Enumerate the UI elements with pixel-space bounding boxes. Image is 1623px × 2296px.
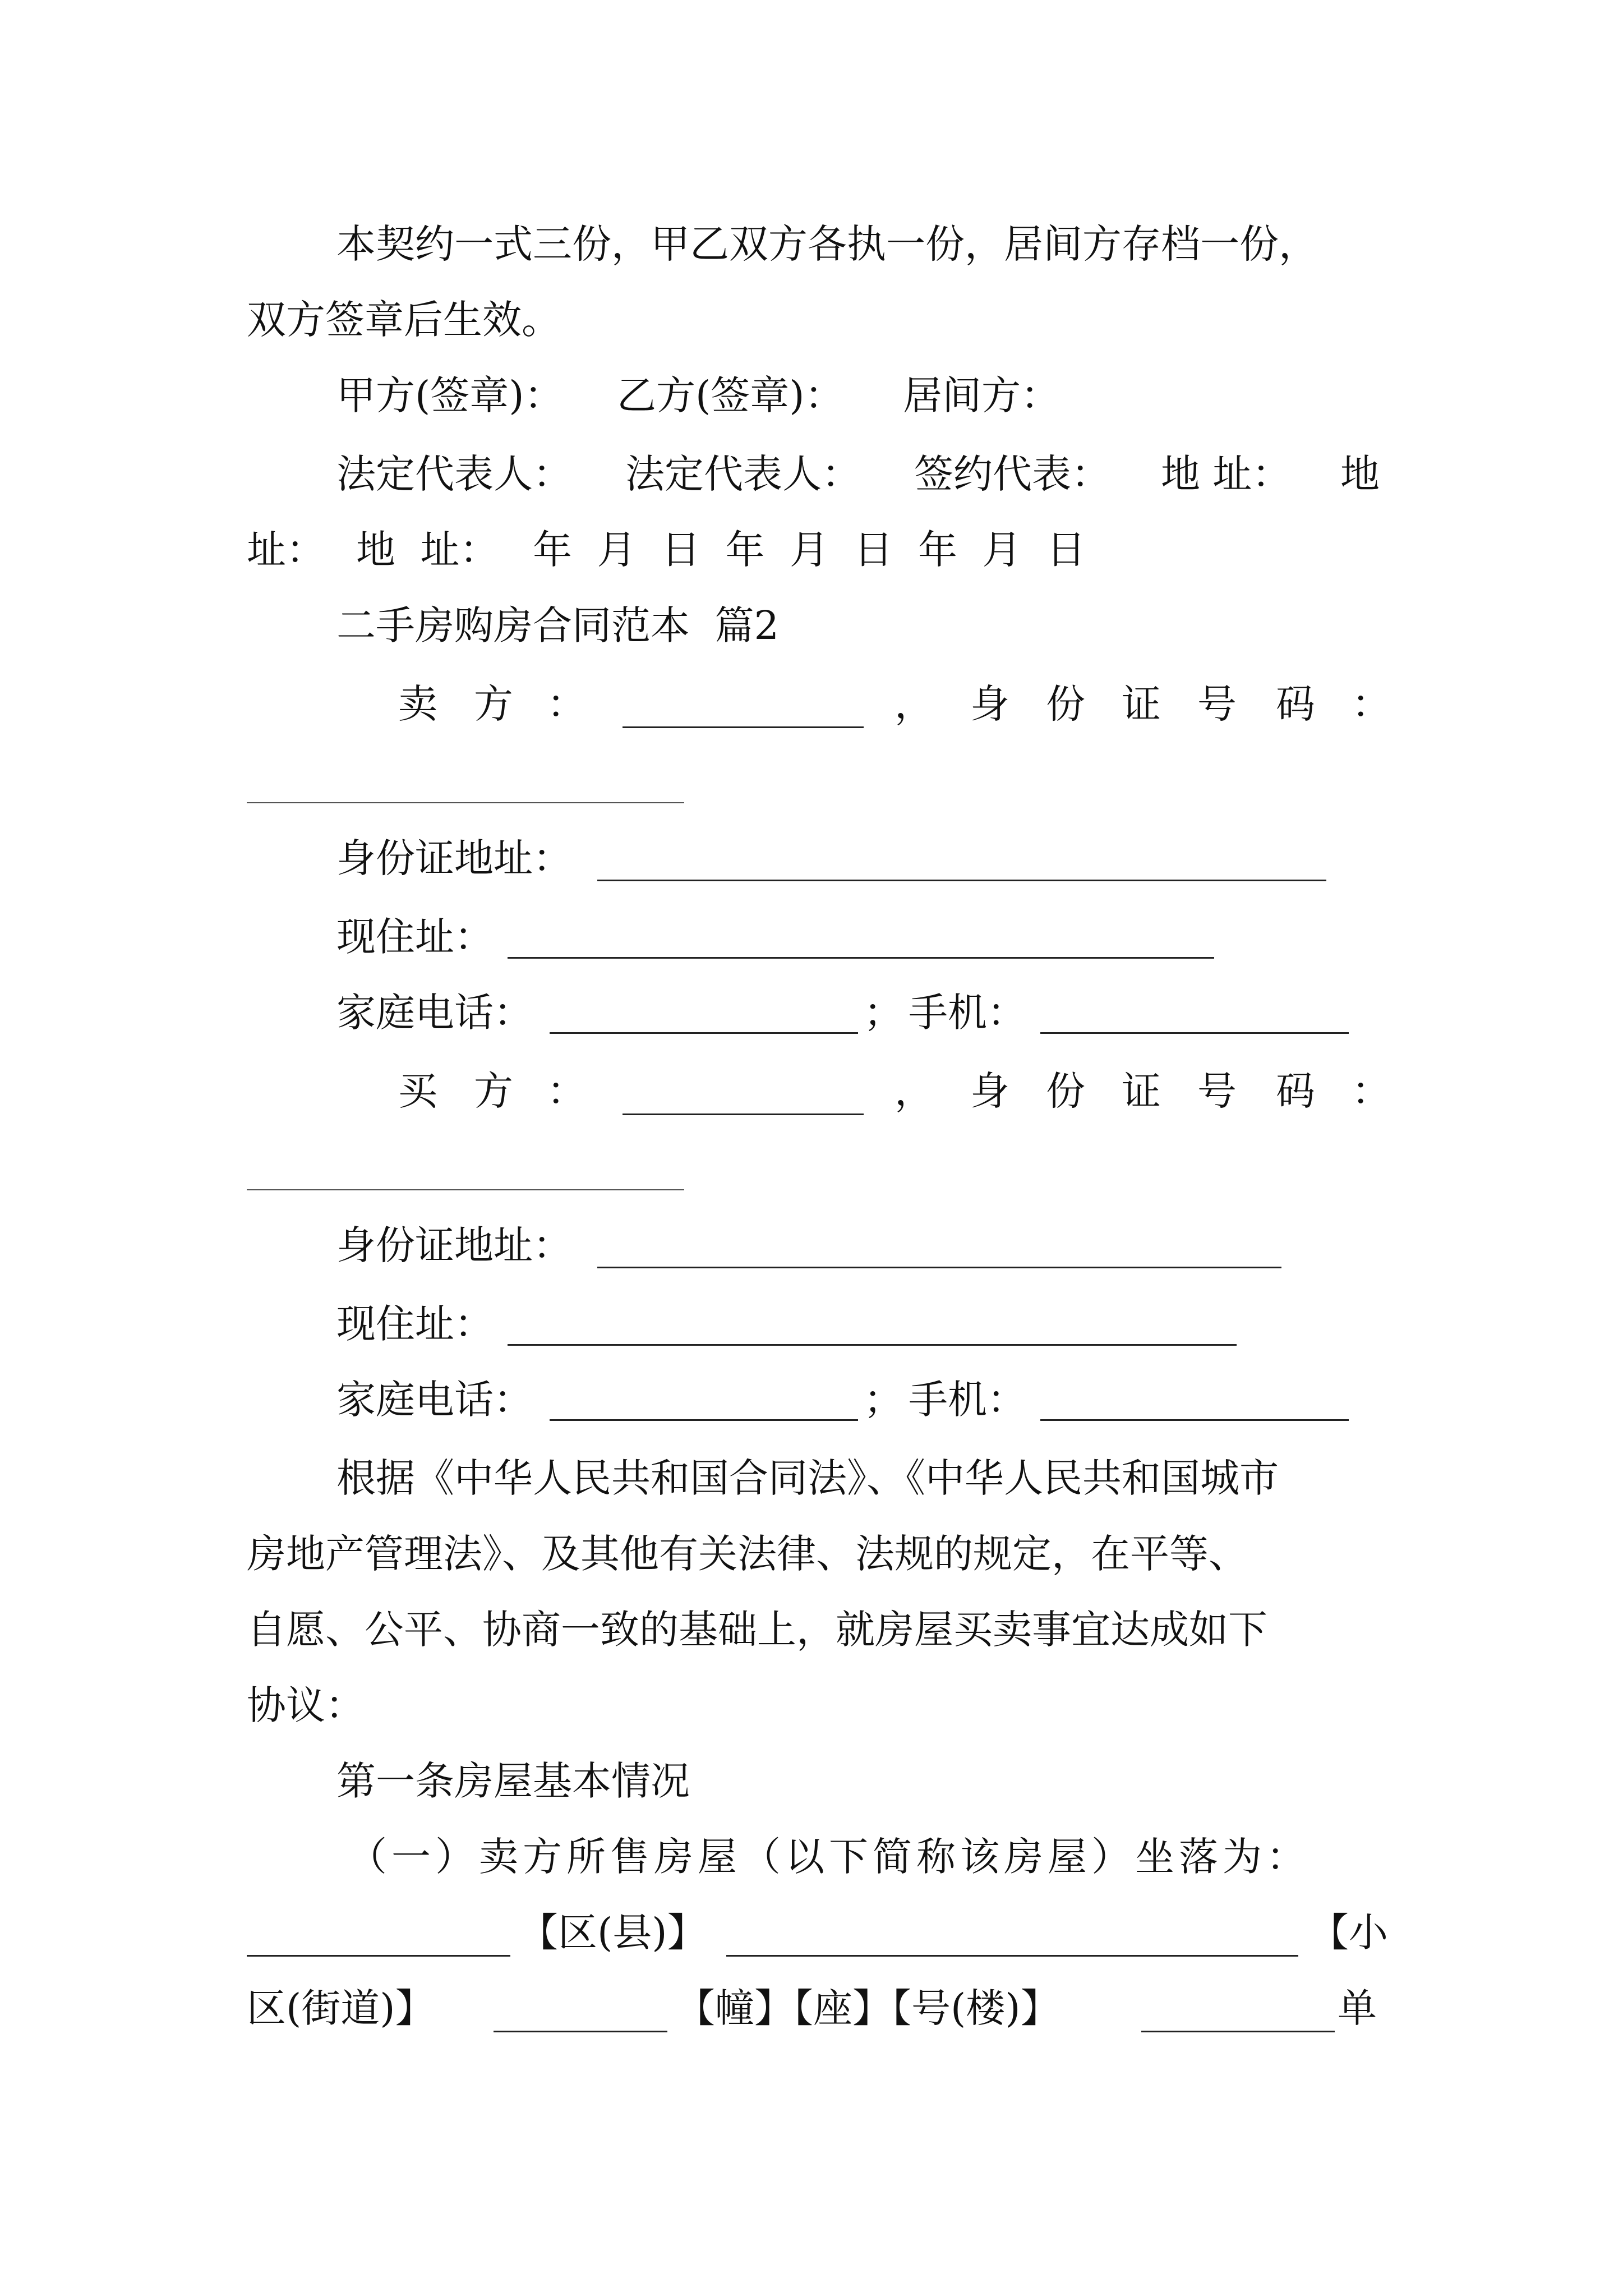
address-label: 地 址：: [1161, 451, 1292, 497]
location-line-2: [0, 1975, 1623, 2042]
paragraph-line: [0, 286, 1623, 353]
unit-label-head: 单: [1338, 1985, 1377, 2031]
seller-label-char: 卖: [398, 681, 437, 727]
buyer-id-address-blank[interactable]: [597, 1267, 1281, 1268]
district-label: 【区(县)】: [519, 1910, 707, 1955]
street-label: 区(街道)】: [247, 1985, 435, 2031]
id-label-char: 份: [1046, 681, 1085, 727]
text: 本契约一式三份，甲乙双方各执一份，居间方存档一份，: [336, 221, 1318, 267]
id-label-char: 证: [1122, 1068, 1161, 1114]
seller-label-char: ：: [547, 681, 586, 727]
buyer-label-char: 方: [474, 1068, 513, 1114]
id-label-char: ：: [1352, 681, 1391, 727]
seller-phone-line: [0, 979, 1623, 1046]
current-address-label: 现住址：: [336, 914, 494, 960]
paragraph-line: [0, 210, 1623, 278]
id-label-char: 码: [1276, 681, 1315, 727]
seller-id-number-blank[interactable]: [247, 802, 684, 803]
representatives-line-2: [0, 516, 1623, 583]
buyer-mobile-blank[interactable]: [1040, 1419, 1349, 1421]
date-placeholders: 年 月 日 年 月 日 年 月 日: [533, 527, 1086, 573]
city-blank[interactable]: [247, 1955, 510, 1957]
semicolon: ；: [864, 1377, 903, 1423]
community-label-head: 【小: [1310, 1910, 1388, 1955]
seller-mobile-blank[interactable]: [1040, 1032, 1349, 1034]
current-address-label: 现住址：: [336, 1301, 494, 1347]
text: 自愿、公平、协商一致的基础上，就房屋买卖事宜达成如下: [247, 1607, 1267, 1653]
buyer-home-phone-blank[interactable]: [550, 1419, 858, 1421]
party-b-signature-label: 乙方(签章)：: [617, 372, 844, 418]
id-label-char: 号: [1197, 1068, 1237, 1114]
home-phone-label: 家庭电话：: [336, 990, 533, 1036]
signing-rep-label: 签约代表：: [914, 451, 1110, 497]
id-label-char: 份: [1046, 1068, 1085, 1114]
representatives-line: [0, 440, 1623, 508]
building-number-blank[interactable]: [1141, 2031, 1335, 2032]
seller-current-address-blank[interactable]: [508, 957, 1214, 959]
text: 根据《中华人民共和国合同法》、《中华人民共和国城市: [336, 1455, 1279, 1501]
id-label-char: ：: [1352, 1068, 1391, 1114]
buyer-id-number-blank[interactable]: [247, 1189, 684, 1190]
id-label-char: 码: [1276, 1068, 1315, 1114]
seller-current-address-line: [0, 903, 1623, 970]
id-label-char: 证: [1122, 681, 1161, 727]
text: 双方签章后生效。: [247, 297, 561, 343]
semicolon: ；: [864, 990, 903, 1036]
id-label-char: 身: [970, 1068, 1009, 1114]
preamble-line: [0, 1520, 1623, 1588]
text: 房地产管理法》、及其他有关法律、法规的规定，在平等、: [247, 1531, 1248, 1577]
article-clause-line: [0, 1823, 1623, 1890]
mobile-label: 手机：: [909, 1377, 1026, 1423]
signature-line: [0, 362, 1623, 429]
mobile-label: 手机：: [909, 990, 1026, 1036]
buyer-current-address-line: [0, 1290, 1623, 1358]
preamble-line: [0, 1444, 1623, 1512]
seller-home-phone-blank[interactable]: [550, 1032, 858, 1034]
address-label-head: 地: [1340, 451, 1380, 497]
clause-text: （一）卖方所售房屋（以下简称该房屋）坐落为：: [348, 1834, 1310, 1880]
id-address-label: 身份证地址：: [336, 835, 572, 881]
article-title-line: [0, 1747, 1623, 1815]
party-a-signature-label: 甲方(签章)：: [336, 372, 564, 418]
seller-id-address-blank[interactable]: [597, 880, 1326, 881]
community-blank[interactable]: [494, 2031, 667, 2032]
id-label-char: 号: [1197, 681, 1237, 727]
building-labels: 【幢】【座】【号(楼)】: [676, 1985, 1060, 2031]
buyer-phone-line: [0, 1366, 1623, 1433]
address-label: 地 址：: [356, 527, 499, 573]
text: 协议：: [247, 1682, 365, 1728]
seller-id-address-line: [0, 825, 1623, 892]
buyer-label-char: 买: [398, 1068, 437, 1114]
buyer-name-blank[interactable]: [623, 1114, 864, 1115]
district-blank[interactable]: [726, 1955, 1298, 1957]
preamble-line: [0, 1596, 1623, 1663]
comma: ，: [895, 681, 934, 727]
section-title: 二手房购房合同范本 篇2: [336, 602, 780, 648]
section-heading: [0, 592, 1623, 659]
article-title: 第一条房屋基本情况: [336, 1758, 690, 1804]
buyer-current-address-blank[interactable]: [508, 1344, 1237, 1346]
buyer-id-address-line: [0, 1212, 1623, 1279]
rep-a-label: 法定代表人：: [336, 451, 572, 497]
id-address-label: 身份证地址：: [336, 1222, 572, 1268]
broker-label: 居间方：: [903, 372, 1060, 418]
rep-b-label: 法定代表人：: [625, 451, 861, 497]
buyer-label-char: ：: [547, 1068, 586, 1114]
id-label-char: 身: [970, 681, 1009, 727]
seller-label-char: 方: [474, 681, 513, 727]
preamble-line: [0, 1672, 1623, 1739]
address-label-tail: 址：: [247, 527, 325, 573]
home-phone-label: 家庭电话：: [336, 1377, 533, 1423]
comma: ，: [895, 1068, 934, 1114]
seller-name-blank[interactable]: [623, 726, 864, 728]
